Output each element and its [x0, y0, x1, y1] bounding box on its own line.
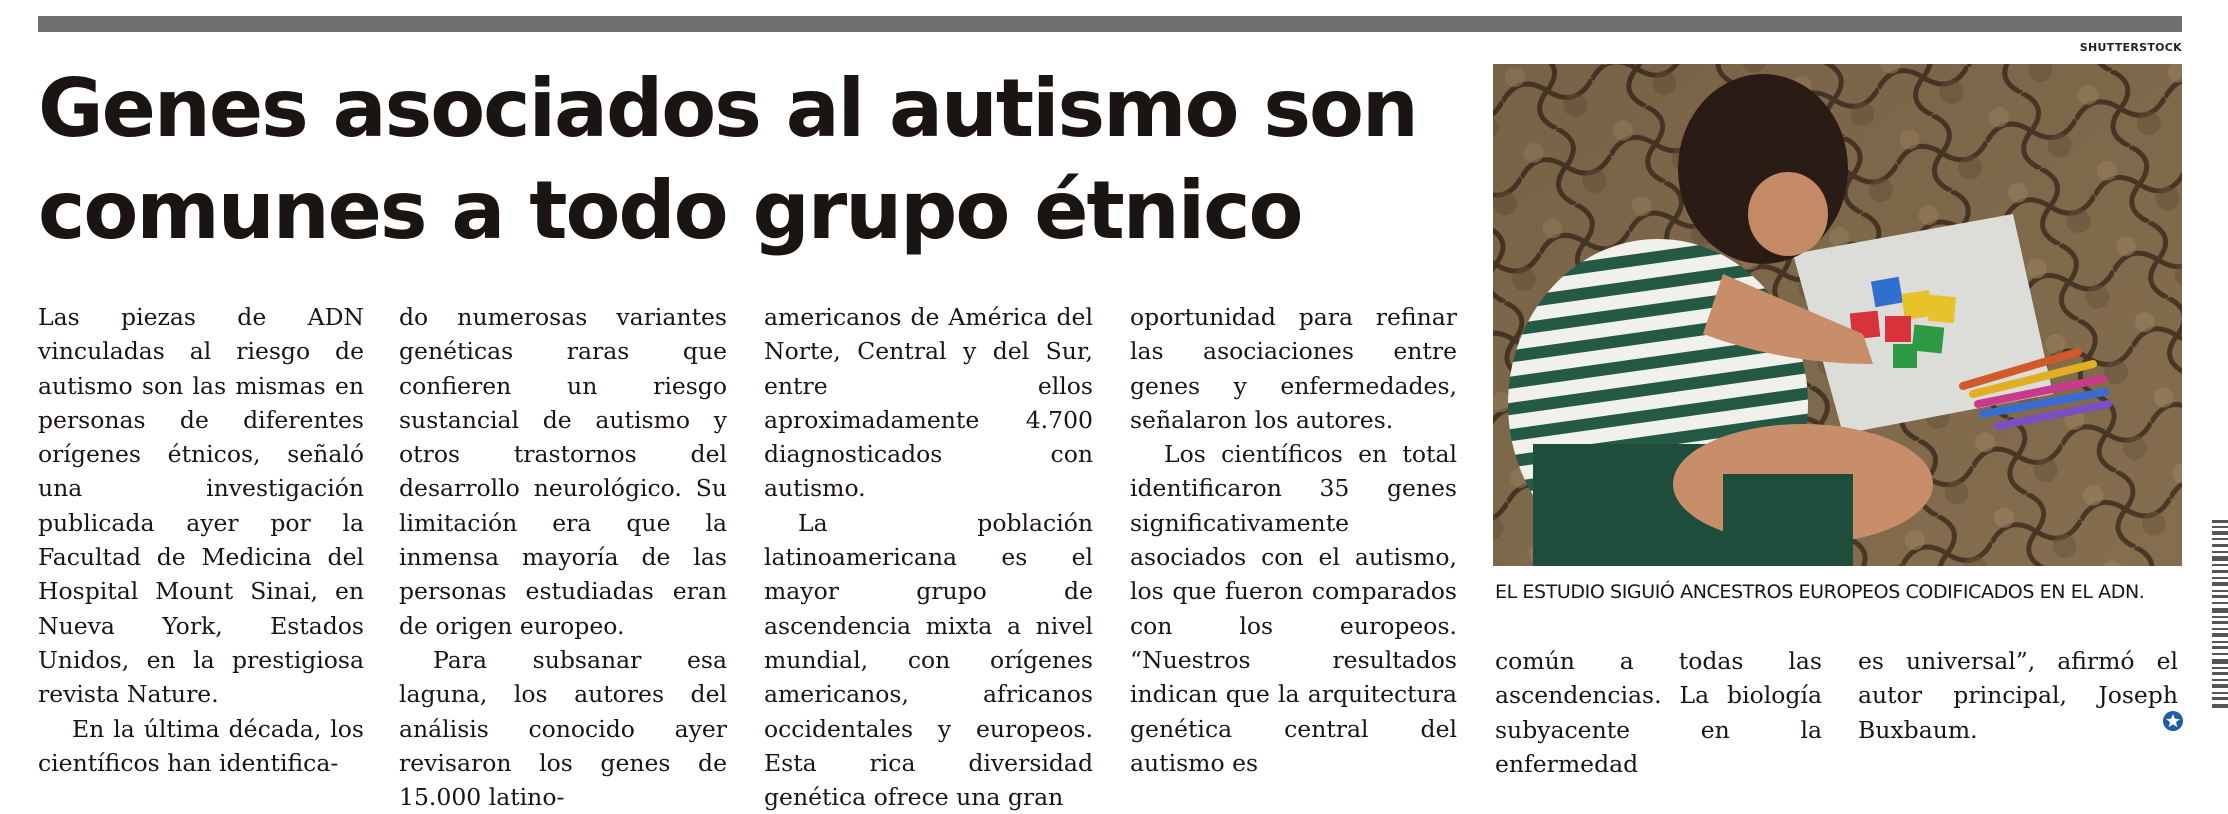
article-column-4	[1130, 300, 1457, 780]
paragraph: En la última década, los científicos han identifica-	[38, 714, 364, 777]
article-photo	[1493, 64, 2182, 566]
paragraph: oportunidad para refinar las asociaciones entre genes y enfermedades, señalaron los autores.	[1130, 303, 1457, 434]
headline: Genes asociados al autismo son comunes a todo grupo étnico	[38, 62, 1417, 257]
paragraph: es universal”, afirmó el autor principal, Joseph Buxbaum.	[1858, 647, 2178, 744]
photo-illustration	[1493, 64, 2182, 566]
photo-credit: SHUTTERSTOCK	[2079, 41, 2182, 54]
star-circle-icon	[2162, 710, 2184, 732]
paragraph: do numerosas variantes genéticas raras que confieren un riesgo sustancial de autismo y otros trastornos del desarrollo neurológico. Su limitación era que la inmensa mayoría de las personas estudiadas eran de origen europeo.	[399, 303, 727, 640]
paragraph: Las piezas de ADN vinculadas al riesgo de autismo son las mismas en personas de diferentes orígenes étnicos, señaló una investigación publicada ayer por la Facultad de Medicina del Hospital Mount Sinai, en Nueva York, Estados Unidos, en la prestigiosa revista Nature.	[38, 303, 364, 709]
paragraph: Para subsanar esa laguna, los autores del análisis conocido ayer revisaron los genes de 15.000 latino-	[399, 645, 727, 812]
article-column-2	[399, 300, 727, 814]
article-column-3	[764, 300, 1093, 814]
article-column-6	[1858, 644, 2178, 747]
paragraph: Los científicos en total identificaron 35 genes significativamente asociados con el autismo, los que fueron comparados con los europeos. “Nuestros resultados indican que la arquitectura genética central del autismo es	[1130, 440, 1457, 777]
paragraph: La población latinoamericana es el mayor grupo de ascendencia mixta a nivel mundial, con orígenes americanos, africanos occidentales y europeos. Esta rica diversidad genética ofrece una gran	[764, 508, 1093, 812]
paragraph: común a todas las ascendencias. La biología subyacente en la enfermedad	[1495, 647, 1822, 778]
paragraph: americanos de América del Norte, Central y del Sur, entre ellos aproximadamente 4.700 diagnosticados con autismo.	[764, 303, 1093, 503]
barcode-icon	[2212, 520, 2228, 710]
photo-caption: EL ESTUDIO SIGUIÓ ANCESTROS EUROPEOS CODIFICADOS EN EL ADN.	[1495, 581, 2145, 603]
top-rule	[38, 16, 2182, 32]
article-column-5	[1495, 644, 1822, 781]
article-column-1	[38, 300, 364, 780]
